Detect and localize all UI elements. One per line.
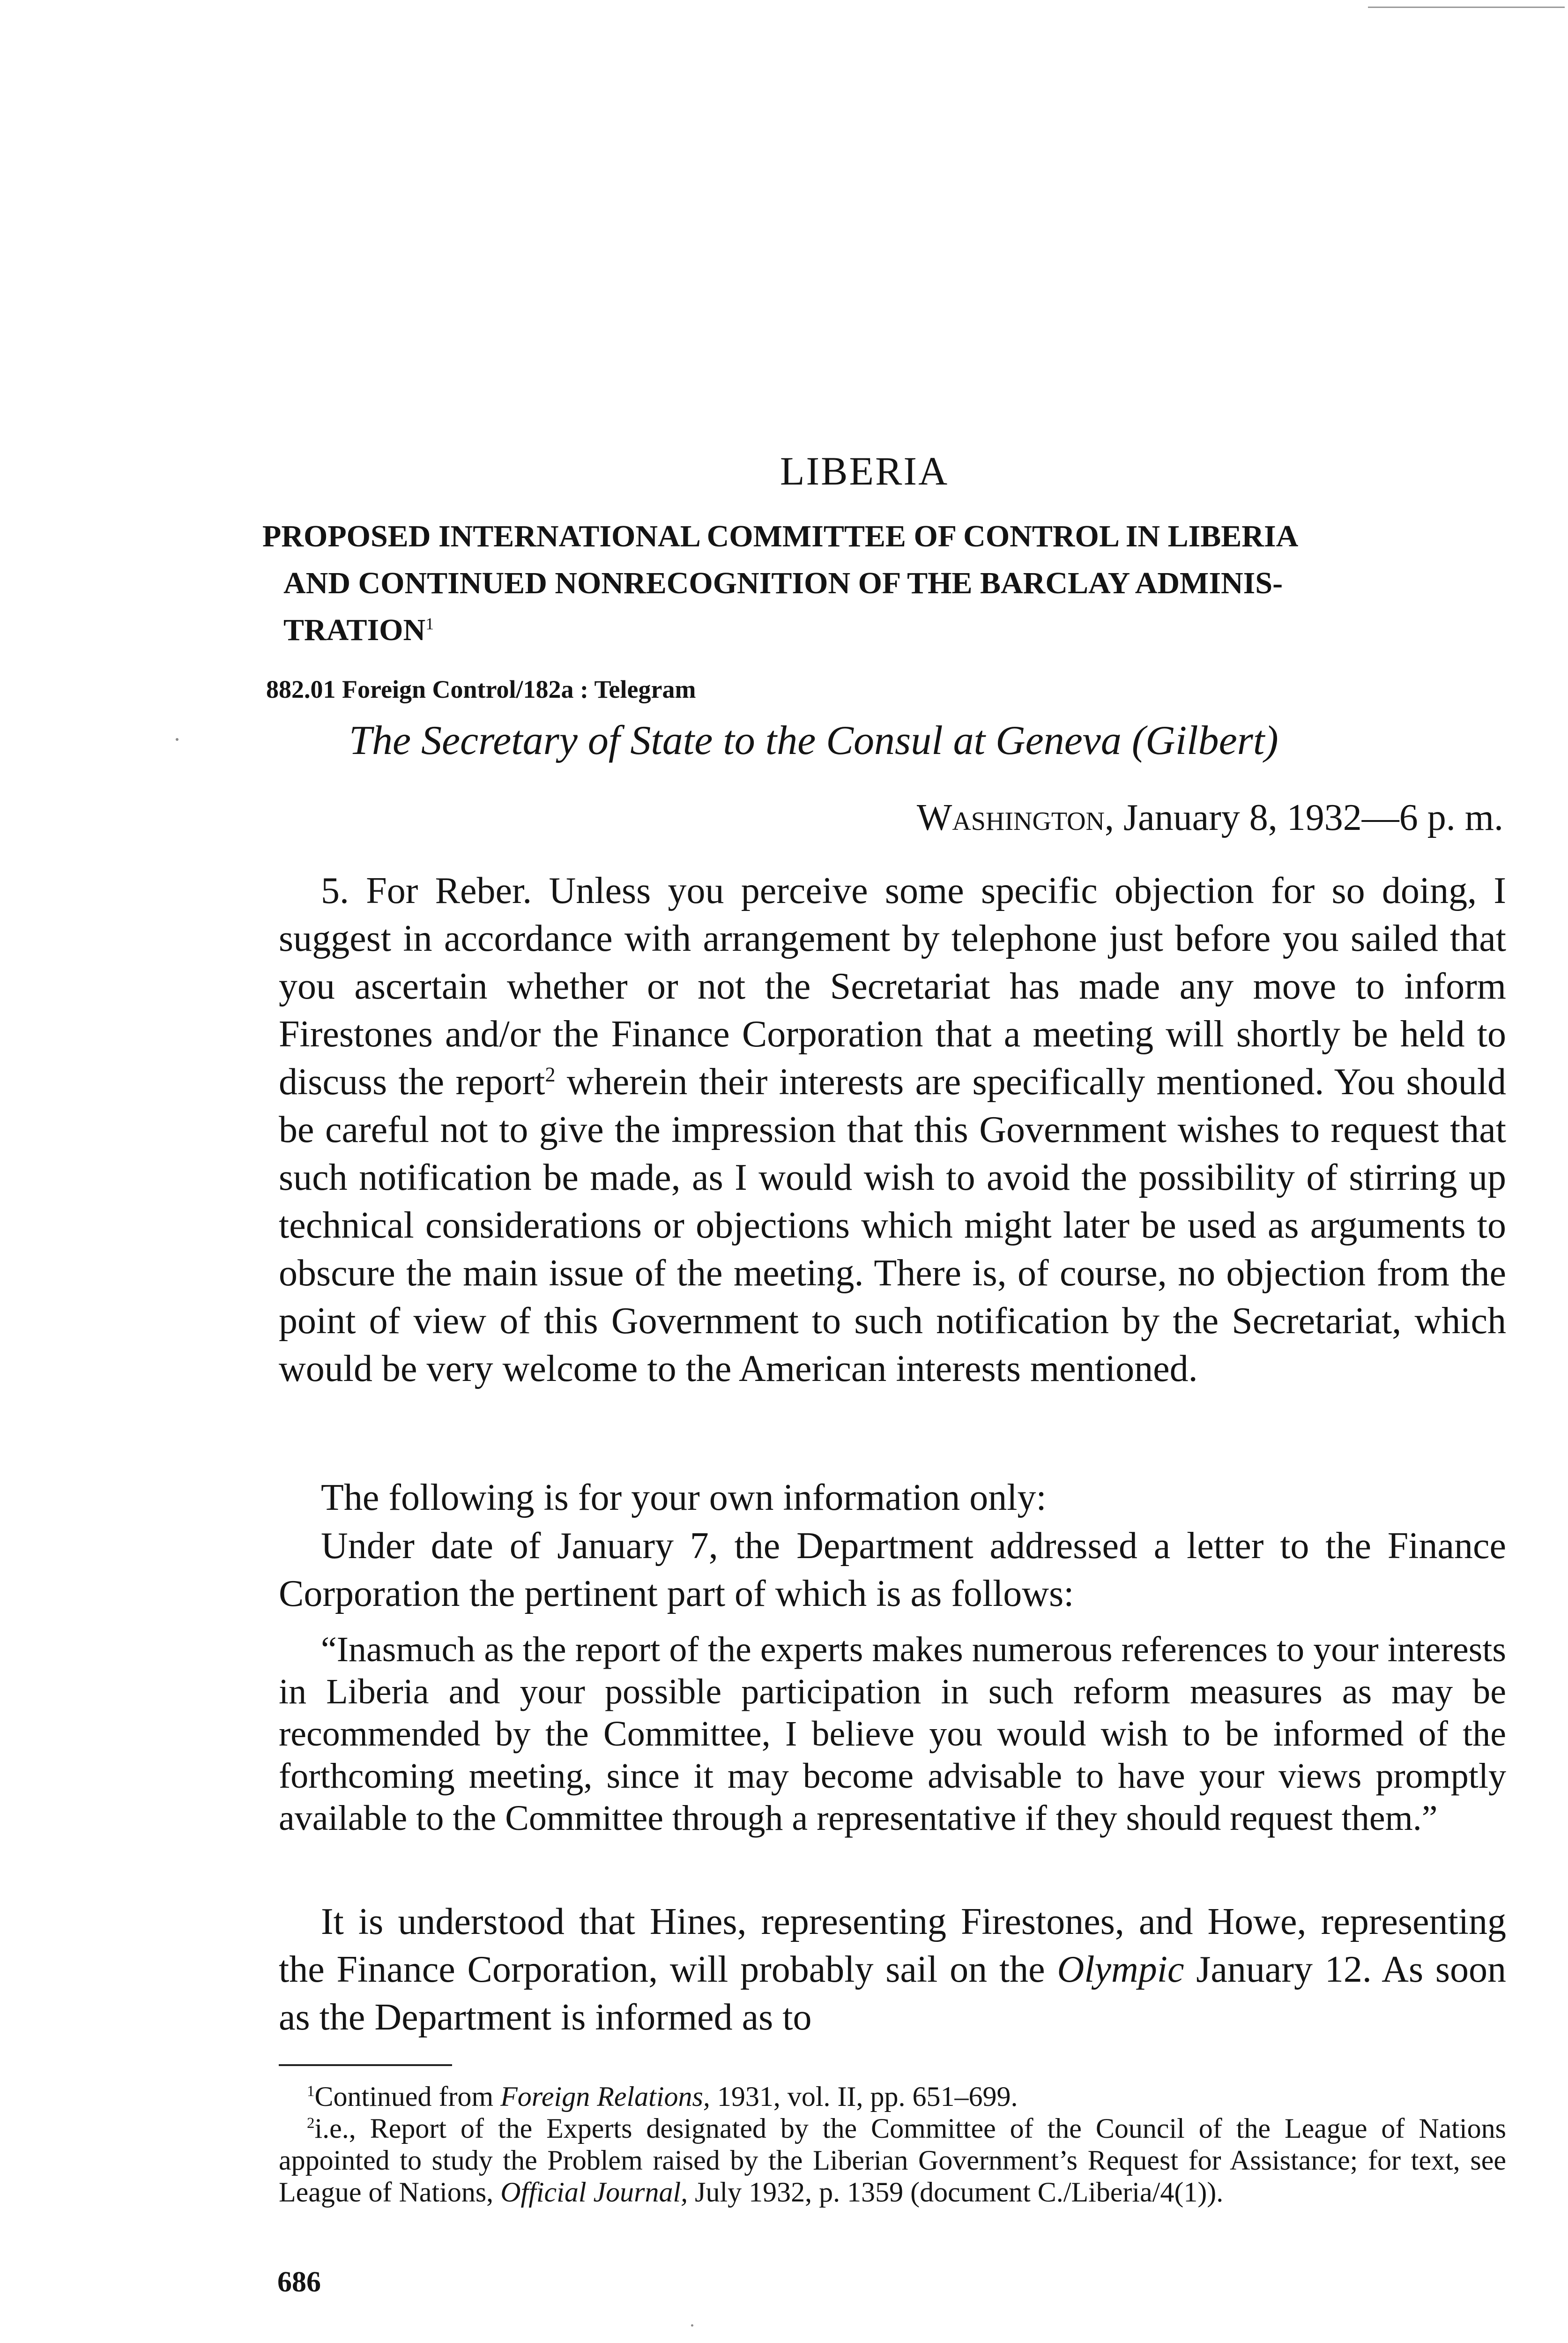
dateline — [917, 797, 1503, 839]
footnote-source-title: Official Journal, — [500, 2177, 688, 2208]
chapter-title — [262, 513, 1509, 654]
paragraph-text: It is understood that Hines, representing Firestones, and Howe, representing the Finance Corporation, will probably sail on the — [279, 1901, 1506, 1990]
footnote-text: 1931, vol. II, pp. 651–699. — [710, 2081, 1018, 2112]
paragraph-text: 5. For Reber. Unless you perceive some specific objection for so doing, I suggest in accordance with arrangement by telephone just before you sailed that you ascertain whether or not the Secretariat has made any move to inform Firestones and/or the Finance Corporation that a meeting will shortly be held to discuss the report — [279, 870, 1506, 1103]
ship-name: Olympic — [1057, 1949, 1184, 1990]
chapter-title-line: PROPOSED INTERNATIONAL COMMITTEE OF CONTROL IN LIBERIA — [262, 519, 1299, 553]
section-heading: LIBERIA — [780, 448, 949, 493]
file-reference: 882.01 Foreign Control/182a : Telegram — [266, 675, 696, 703]
body-paragraph: Under date of January 7, the Department addressed a letter to the Finance Corporation the pertinent part of which is as follows: — [279, 1525, 1506, 1614]
dateline-place: Washington — [916, 797, 1105, 838]
footnote-marker[interactable]: 1 — [425, 614, 434, 633]
scan-speck — [176, 738, 178, 741]
block-quote: “Inasmuch as the report of the experts makes numerous references to your interests in Liberia and your possible participation in such reform measures as may be recommended by the Committee, I believe you would wish to be informed of the forthcoming meeting, since it may become advisable to have your views promptly available to the Committee through a representative if they should request them.” — [279, 1630, 1506, 1838]
paragraph-text: January 12. As soon as the Department is informed as to — [279, 1949, 1506, 2038]
body-paragraph — [279, 1898, 1506, 2041]
page-number: 686 — [277, 2266, 321, 2298]
chapter-title-line: AND CONTINUED NONRECOGNITION OF THE BARCLAY ADMINIS- — [283, 566, 1283, 600]
correspondent-line: The Secretary of State to the Consul at Geneva (Gilbert) — [349, 718, 1278, 763]
footnotes — [279, 2081, 1506, 2208]
footnote-divider — [279, 2064, 452, 2066]
footnote-number: 2 — [307, 2115, 315, 2132]
scan-edge-rule — [1368, 7, 1565, 8]
footnote-2 — [279, 2112, 1506, 2208]
chapter-title-text: TRATION — [283, 613, 426, 647]
chapter-title-line — [262, 607, 1509, 654]
dateline-date: , January 8, 1932—6 p. m. — [1104, 797, 1503, 838]
footnote-1 — [279, 2081, 1506, 2112]
paragraph-text: wherein their interests are specifically mentioned. You should be careful not to give the impression that this Government wishes to request that such notification be made, as I would wish to avoid the possibility of stirring up technical considerations or objections which might later be used as arguments to obscure the main issue of the meeting. There is, of course, no objection from the point of view of this Government to such notification by the Secretariat, which would be very welcome to the American interests mentioned. — [279, 1061, 1507, 1389]
body-paragraph — [279, 867, 1506, 1393]
footnote-marker[interactable]: 2 — [545, 1063, 556, 1086]
footnote-text: Continued from — [314, 2081, 501, 2112]
footnote-number: 1 — [307, 2083, 315, 2100]
footnote-text: July 1932, p. 1359 (document C./Liberia/4(1)). — [688, 2177, 1224, 2208]
body-paragraph: The following is for your own information only: — [321, 1477, 1047, 1518]
footnote-text: i.e., Report of the Experts designated by the Committee of the Council of the League of Nations appointed to study the Problem raised by the Liberian Government’s Request for Assistance; for text, see League of Nations, — [279, 2113, 1506, 2208]
footnote-source-title: Foreign Relations, — [500, 2081, 710, 2112]
scan-speck — [691, 2324, 693, 2327]
